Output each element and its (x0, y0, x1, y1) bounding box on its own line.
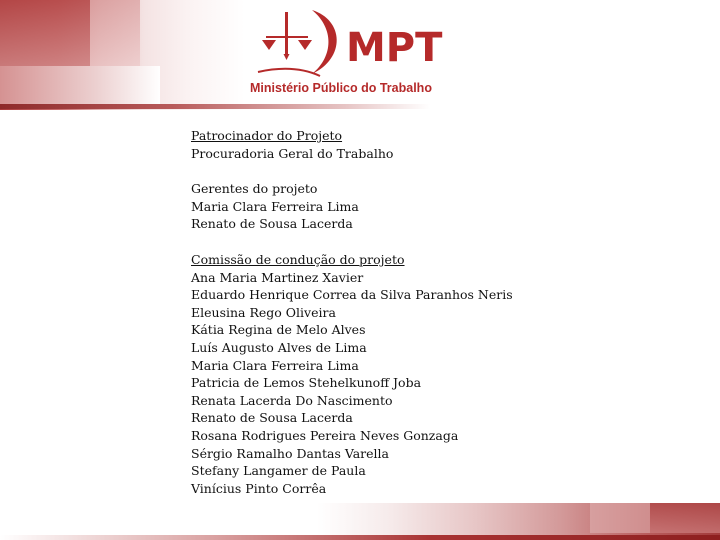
header-decor-block (0, 66, 160, 106)
section-heading: Comissão de condução do projeto (191, 251, 405, 267)
list-item: Kátia Regina de Melo Alves (191, 322, 366, 338)
list-item: Renato de Sousa Lacerda (191, 410, 353, 426)
list-item: Maria Clara Ferreira Lima (191, 357, 359, 373)
list-item: Procuradoria Geral do Trabalho (191, 145, 394, 161)
section (191, 251, 651, 497)
list-item: Ana Maria Martinez Xavier (191, 269, 364, 285)
list-item: Patricia de Lemos Stehelkunoff Joba (191, 375, 422, 391)
logo-text: MPT (346, 25, 443, 71)
footer-rule (0, 535, 720, 540)
mpt-emblem-icon (254, 6, 350, 78)
logo-caption: Ministério Público do Trabalho (250, 81, 432, 95)
list-item: Eleusina Rego Oliveira (191, 304, 336, 320)
footer-decor-block (590, 503, 650, 533)
project-credits (191, 127, 651, 515)
section (191, 127, 651, 162)
list-item: Rosana Rodrigues Pereira Neves Gonzaga (191, 427, 459, 443)
list-item: Luís Augusto Alves de Lima (191, 339, 367, 355)
list-item: Sérgio Ramalho Dantas Varella (191, 445, 389, 461)
header-decor-block (90, 0, 140, 66)
list-item: Maria Clara Ferreira Lima (191, 198, 359, 214)
header-decor-block (0, 0, 90, 66)
list-item: Renato de Sousa Lacerda (191, 216, 353, 232)
section-heading: Patrocinador do Projeto (191, 128, 343, 143)
footer-decor-block (650, 503, 720, 533)
mpt-logo (248, 6, 468, 98)
header-rule (0, 104, 430, 109)
list-item: Renata Lacerda Do Nascimento (191, 392, 393, 408)
list-item: Eduardo Henrique Correa da Silva Paranhos Neris (191, 287, 513, 303)
list-item: Vinícius Pinto Corrêa (191, 480, 327, 496)
section (191, 180, 651, 233)
section-heading: Gerentes do projeto (191, 181, 318, 197)
list-item: Stefany Langamer de Paula (191, 463, 366, 479)
